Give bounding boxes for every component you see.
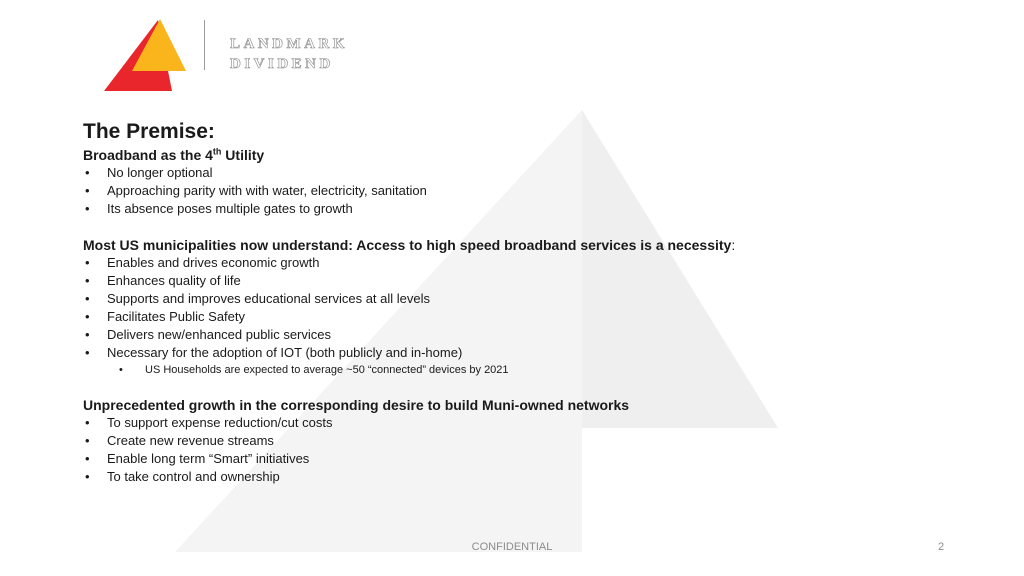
logo-wordmark <box>230 34 348 74</box>
page-number: 2 <box>938 541 945 553</box>
list-item: • No longer optional <box>83 164 803 182</box>
slide-content <box>83 118 803 486</box>
logo-divider <box>204 20 205 70</box>
list-item: • Enhances quality of life <box>83 272 803 290</box>
list-item: • Facilitates Public Safety <box>83 308 803 326</box>
footer-confidential: CONFIDENTIAL <box>471 541 553 553</box>
list-item: • To take control and ownership <box>83 468 803 486</box>
list-item: • Enable long term “Smart” initiatives <box>83 450 803 468</box>
list-item: • Its absence poses multiple gates to growth <box>83 200 803 218</box>
section1-heading: Broadband as the 4th Utility <box>83 146 265 163</box>
section2-heading: Most US municipalities now understand: Access to high speed broadband services is a necessity: <box>83 237 736 253</box>
logo-line-1: LANDMARK <box>230 36 348 52</box>
list-item: • Delivers new/enhanced public services <box>83 326 803 344</box>
slide-title: The Premise: <box>83 120 215 143</box>
list-item: • Necessary for the adoption of IOT (both publicly and in-home) <box>83 344 803 362</box>
list-item: • To support expense reduction/cut costs <box>83 414 803 432</box>
section2-list <box>83 254 803 362</box>
logo-mark <box>100 14 190 94</box>
section3-heading: Unprecedented growth in the corresponding desire to build Muni-owned networks <box>83 397 630 413</box>
list-item: • Approaching parity with with water, electricity, sanitation <box>83 182 803 200</box>
list-item: • Supports and improves educational services at all levels <box>83 290 803 308</box>
logo-line-2: DIVIDEND <box>230 56 334 72</box>
list-item: • Create new revenue streams <box>83 432 803 450</box>
section2-sublist <box>83 362 803 378</box>
sub-list-item: • US Households are expected to average ~50 “connected” devices by 2021 <box>83 362 803 378</box>
section1-list <box>83 164 803 218</box>
list-item: • Enables and drives economic growth <box>83 254 803 272</box>
section3-list <box>83 414 803 486</box>
